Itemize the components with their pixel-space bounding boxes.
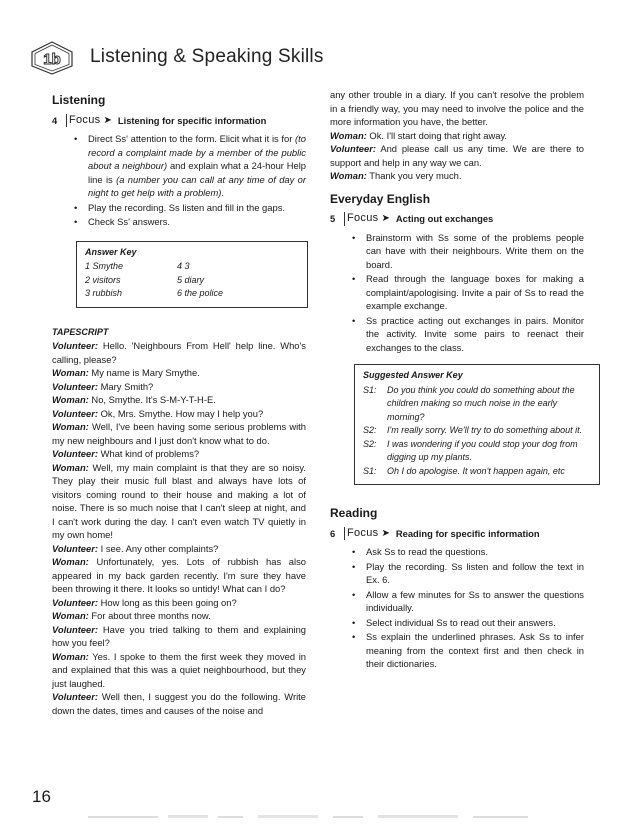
focus-description: Listening for specific information bbox=[117, 114, 267, 126]
focus-arrow-icon: ➤ bbox=[381, 213, 390, 224]
answer-row: S2: I was wondering if you could stop your dog from digging up my plants. bbox=[363, 438, 578, 462]
suggested-answer-key-box bbox=[354, 364, 600, 485]
focus-label: Focus bbox=[344, 527, 378, 541]
unit-badge-label: 1b bbox=[43, 51, 61, 68]
suggested-answer-key-title: Suggested Answer Key bbox=[363, 370, 463, 380]
answer-item: 3 rubbish bbox=[85, 288, 123, 298]
everyday-english-heading: Everyday English bbox=[330, 191, 431, 206]
answer-row: S2: I'm really sorry. We'll try to do something about it. bbox=[363, 425, 583, 435]
answer-item: 2 visitors bbox=[85, 274, 121, 285]
bullet-icon: • bbox=[352, 231, 356, 243]
list-item: • Ask Ss to read the questions. bbox=[352, 546, 488, 557]
list-item: • Play the recording. Ss listen and follow the text in Ex. 6. bbox=[352, 560, 584, 585]
exercise-number: 6 bbox=[330, 527, 336, 539]
dialog-line: Woman: Yes. I spoke to them the first week they moved in and explained that this was a quiet neighbourhood, but they just laughed. bbox=[52, 650, 306, 689]
focus-label: Focus bbox=[66, 114, 100, 128]
bullet-icon: • bbox=[352, 631, 356, 642]
list-item: • Play the recording. Ss listen and fill in the gaps. bbox=[74, 201, 285, 213]
answer-key-grid bbox=[85, 260, 299, 301]
dialog-line: Volunteer: How long as this been going on? bbox=[52, 596, 237, 608]
dialog-line: Volunteer: Mary Smith? bbox=[52, 380, 154, 392]
exercise-number: 5 bbox=[330, 213, 336, 224]
dialog-line: Woman: Well, my main complaint is that they are so noisy. They play their music full blast and always have lots of visitors coming round to their house and making a lot of noise. There is so much noise that I can't sleep at night, and I can't work during the day. I can't even watch TV quietly in my own home! bbox=[52, 461, 306, 540]
list-item: • Check Ss' answers. bbox=[74, 216, 171, 227]
list-item: • Ss practice acting out exchanges in pairs. Monitor the activity. Invite some pairs to reenact their exchanges to the class. bbox=[352, 314, 584, 353]
list-item: • Ss explain the underlined phrases. Ask Ss to infer meaning from the context first and then check in their dictionaries. bbox=[352, 631, 584, 669]
answer-item: 6 the police bbox=[177, 288, 224, 298]
bullet-icon: • bbox=[352, 560, 356, 572]
reading-bullets bbox=[330, 545, 584, 671]
dialog-line: Volunteer: Ok, Mrs. Smythe. How may I help you? bbox=[52, 407, 264, 419]
everyday-english-focus bbox=[330, 212, 584, 226]
listening-focus bbox=[52, 114, 306, 128]
dialog-line: Volunteer: Well then, I suggest you do the following. Write down the dates, times and causes of the noise and bbox=[52, 691, 306, 716]
dialog-line: Woman: Unfortunately, yes. Lots of rubbish has also appeared in my back garden recently. I'm sure they have been throwing it there. It looks so untidy! What can I do? bbox=[52, 556, 307, 594]
list-item: • Brainstorm with Ss some of the problems people can have with their neighbours. Write them on the board. bbox=[352, 231, 584, 270]
dialog-line: Volunteer: I see. Any other complaints? bbox=[52, 542, 219, 554]
tapescript-dialog bbox=[52, 339, 306, 717]
focus-label: Focus bbox=[344, 212, 378, 226]
reading-heading: Reading bbox=[330, 506, 378, 520]
listening-heading: Listening bbox=[52, 93, 106, 107]
reading-focus bbox=[330, 527, 584, 541]
list-item: • Select individual Ss to read out their answers. bbox=[352, 616, 556, 628]
tapescript-title: TAPESCRIPT bbox=[52, 326, 109, 337]
exercise-number: 4 bbox=[52, 114, 58, 126]
list-item: • Allow a few minutes for Ss to answer the questions individually. bbox=[352, 588, 584, 613]
dialog-line: Volunteer: What kind of problems? bbox=[52, 448, 200, 459]
focus-description: Reading for specific information bbox=[395, 527, 540, 539]
answer-row: S1: Do you think you could do something about the children making so much noise in the early morning? bbox=[363, 384, 575, 422]
bullet-icon: • bbox=[352, 588, 356, 600]
dialog-line: any other trouble in a diary. If you can't resolve the problem in a friendly way, you may need to involve the police and the more information you have, the better. bbox=[330, 89, 584, 127]
dialog-line: Volunteer: And please call us any time. We are there to support and help in any way we can. bbox=[330, 143, 585, 168]
focus-arrow-icon: ➤ bbox=[103, 114, 112, 126]
dialog-line: Woman: Thank you very much. bbox=[330, 170, 462, 181]
bullet-icon: • bbox=[352, 616, 356, 628]
dialog-line: Woman: For about three months now. bbox=[52, 610, 211, 621]
dialog-line: Woman: Ok. I'll start doing that right away. bbox=[330, 129, 508, 141]
bullet-icon: • bbox=[352, 546, 356, 557]
answer-key-box bbox=[76, 241, 308, 308]
list-item: • Direct Ss' attention to the form. Elicit what it is for (to record a complaint made by a member of the public about a neighbour) and explain what a 24-hour Help line is (a number you can call at any time of day or night to get help with a problem). bbox=[74, 133, 307, 198]
answer-item: 5 diary bbox=[177, 274, 205, 285]
dialog-line: Volunteer: Have you tried talking to them and explaining how you feel? bbox=[52, 623, 306, 648]
answer-row: S1: Oh I do apologise. It won't happen again, etc bbox=[363, 465, 565, 476]
dialog-line: Woman: Well, I've been having some serious problems with my new neighbours and I just don't know what to do. bbox=[52, 421, 306, 446]
everyday-english-bullets bbox=[330, 231, 584, 355]
tapescript-continuation bbox=[330, 88, 584, 183]
listening-bullets bbox=[52, 132, 306, 229]
dialog-line: Woman: My name is Mary Smythe. bbox=[52, 367, 200, 378]
bullet-icon: • bbox=[352, 273, 356, 284]
answer-item: 4 3 bbox=[177, 261, 190, 271]
bullet-icon: • bbox=[74, 201, 78, 213]
focus-description: Acting out exchanges bbox=[395, 213, 494, 224]
dialog-line: Woman: No, Smythe. It's S-M-Y-T-H-E. bbox=[52, 394, 216, 405]
unit-badge-icon bbox=[30, 40, 74, 76]
left-column bbox=[52, 94, 306, 717]
right-column bbox=[330, 88, 584, 677]
answer-item: 1 Smythe bbox=[85, 261, 124, 271]
dialog-line: Volunteer: Hello. 'Neighbours From Hell' help line. Who's calling, please? bbox=[52, 340, 306, 365]
bullet-icon: • bbox=[74, 133, 78, 144]
focus-arrow-icon: ➤ bbox=[381, 527, 390, 539]
page-number: 16 bbox=[32, 787, 51, 806]
answer-key-title: Answer Key bbox=[85, 246, 137, 257]
bullet-icon: • bbox=[352, 314, 356, 326]
bullet-icon: • bbox=[74, 216, 78, 227]
page-title: Listening & Speaking Skills bbox=[90, 46, 324, 67]
footer-decoration bbox=[88, 812, 528, 822]
list-item: • Read through the language boxes for making a complaint/apologising. Invite a pair of Ss to read the example exchange. bbox=[352, 273, 584, 311]
